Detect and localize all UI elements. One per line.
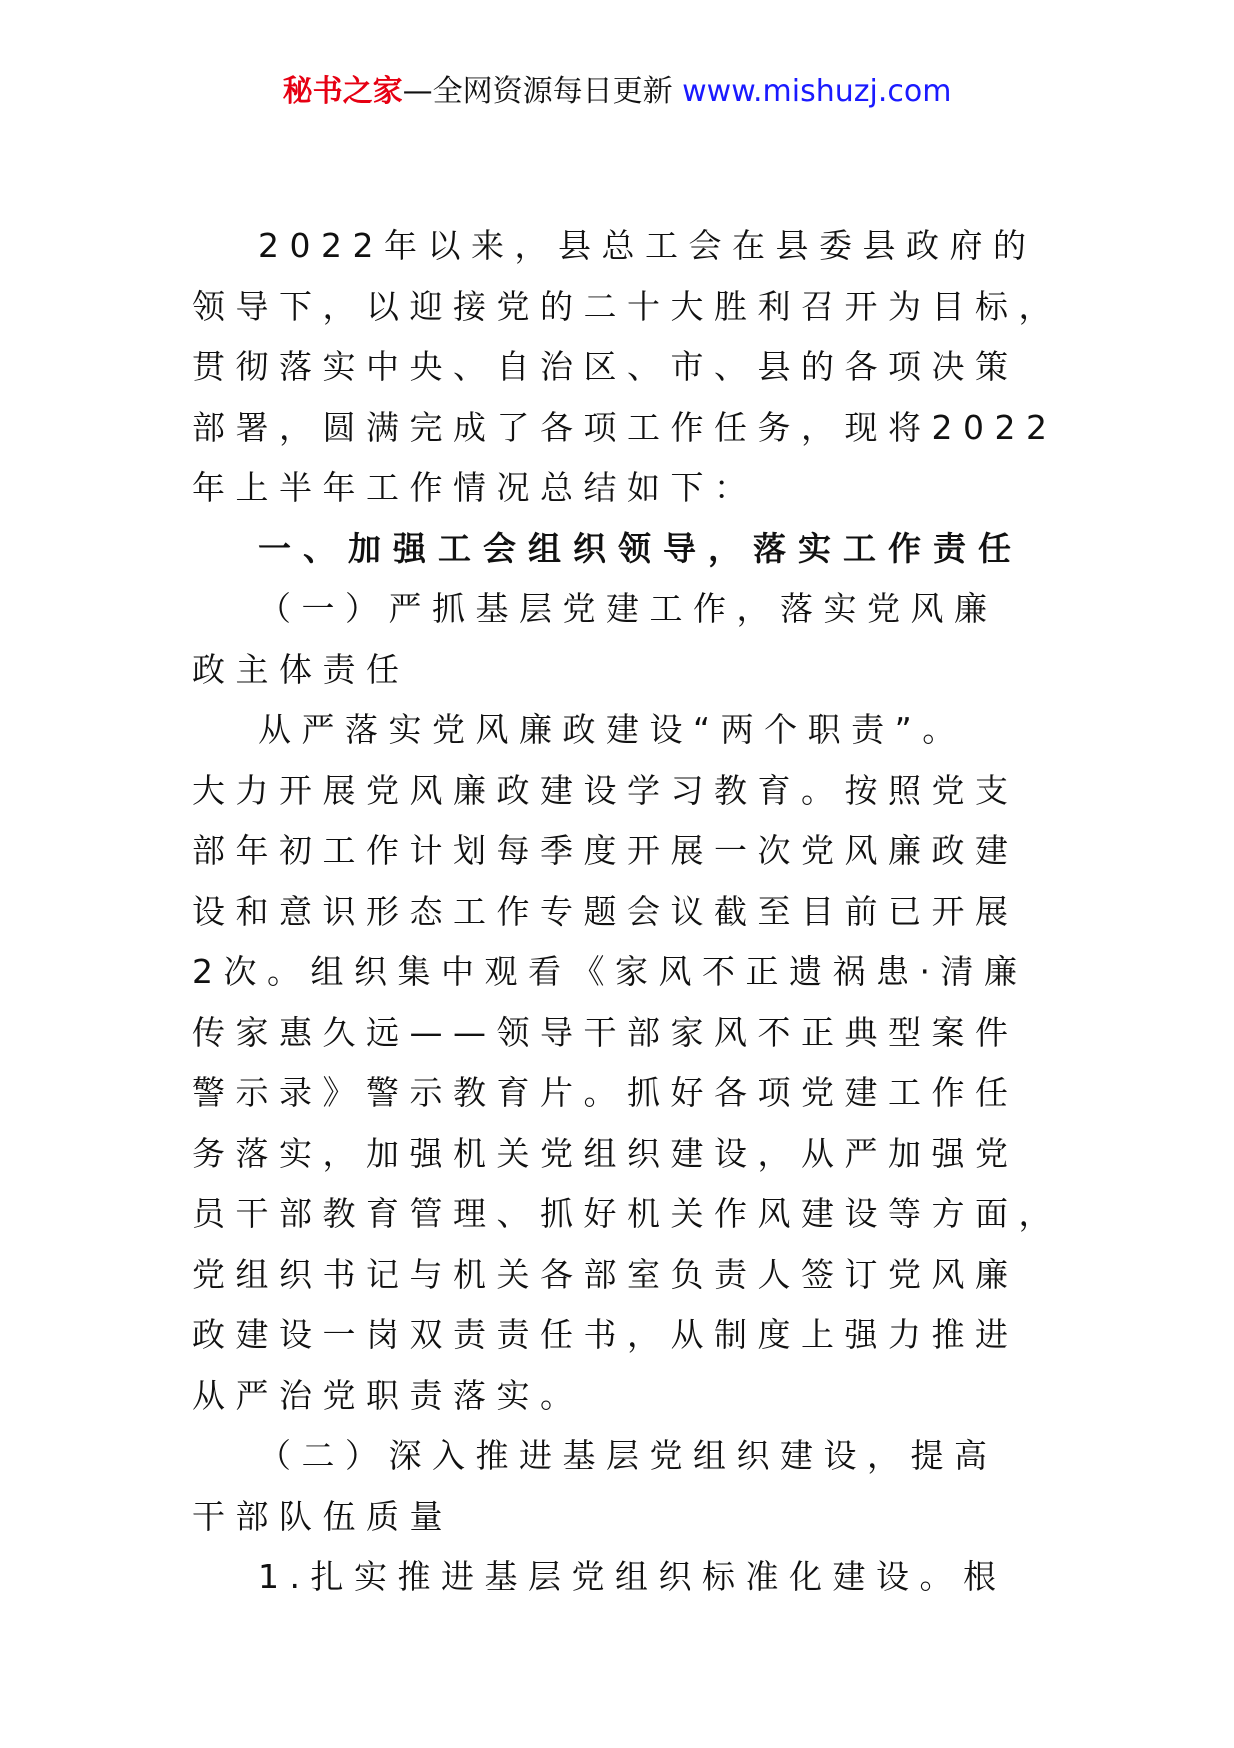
document-body <box>192 216 1062 1608</box>
paragraph-line: 年上半年工作情况总结如下： <box>192 468 758 507</box>
paragraph-line: 大力开展党风廉政建设学习教育。按照党支 <box>192 770 1019 810</box>
header-slogan: —全网资源每日更新 <box>402 74 673 109</box>
subsection-heading: 政主体责任 <box>192 649 410 689</box>
paragraph-line: 2次。组织集中观看《家风不正遗祸患·清廉 <box>192 952 1028 991</box>
paragraph-line: 部年初工作计划每季度开展一次党风廉政建 <box>192 831 1019 870</box>
paragraph-line: 贯彻落实中央、自治区、市、县的各项决策 <box>192 347 1019 386</box>
paragraph-line: 部署，圆满完成了各项工作任务，现将2022 <box>192 407 1058 447</box>
subsection-heading: 干部队伍质量 <box>192 1496 453 1536</box>
paragraph-line: 领导下，以迎接党的二十大胜利召开为目标， <box>192 286 1062 326</box>
paragraph-line: 员干部教育管理、抓好机关作风建设等方面， <box>192 1194 1062 1233</box>
page-header <box>0 72 1234 112</box>
paragraph-line: 设和意识形态工作专题会议截至目前已开展 <box>192 891 1019 931</box>
paragraph-line: 警示录》警示教育片。抓好各项党建工作任 <box>192 1073 1019 1112</box>
header-url-link[interactable]: www.mishuzj.com <box>682 74 952 109</box>
brand-name: 秘书之家 <box>282 74 403 109</box>
subsection-heading: （一）严抓基层党建工作，落实党风廉 <box>258 589 998 628</box>
paragraph-line: 传家惠久远——领导干部家风不正典型案件 <box>192 1012 1019 1052</box>
subsection-heading: （二）深入推进基层党组织建设，提高 <box>258 1436 998 1475</box>
paragraph-line: 政建设一岗双责责任书，从制度上强力推进 <box>192 1315 1019 1354</box>
paragraph-line: 从严治党职责落实。 <box>192 1375 584 1415</box>
paragraph-line: 党组织书记与机关各部室负责人签订党风廉 <box>192 1254 1019 1294</box>
paragraph-line: 务落实，加强机关党组织建设，从严加强党 <box>192 1133 1019 1173</box>
paragraph-line: 2022年以来，县总工会在县委县政府的 <box>258 226 1037 265</box>
paragraph-line: 从严落实党风廉政建设“两个职责”。 <box>258 710 966 749</box>
section-heading: 一、加强工会组织领导，落实工作责任 <box>258 528 1023 568</box>
paragraph-line: 1.扎实推进基层党组织标准化建设。根 <box>258 1557 1007 1596</box>
